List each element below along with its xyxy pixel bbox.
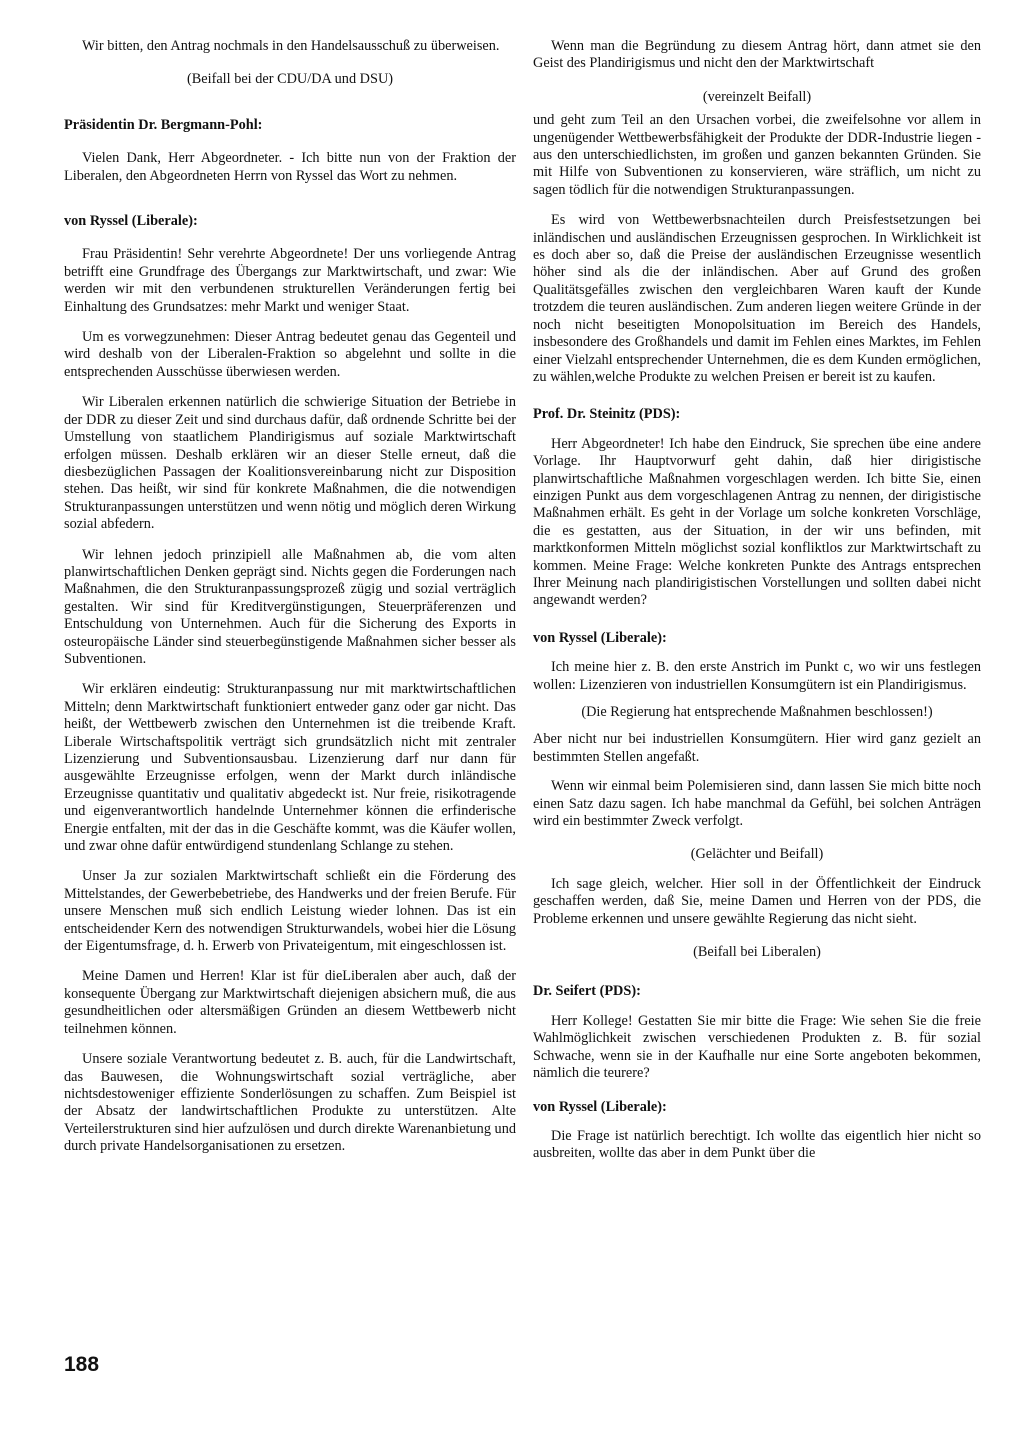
paragraph: Wir lehnen jedoch prinzipiell alle Maßnahmen ab, die vom alten planwirtschaftlichen Denken geprägt sind. Nichts gegen die Forderungen nach Maßnahmen, die den Strukturanpassungsprozeß zügig und sozial verträglich gestalten. Wir sind für Kreditvergünstigungen, Steuerpräferenzen und Entschuldung von Unternehmen. Auch für die Sicherung des Exports in osteuropäische Länder sind steuerbegünstigende Maßnahmen sicher besser als Subventionen. bbox=[64, 546, 516, 667]
speaker-name: Prof. Dr. Steinitz (PDS): bbox=[533, 406, 681, 423]
stage-direction: (Gelächter und Beifall) bbox=[690, 846, 824, 863]
paragraph: Frau Präsidentin! Sehr verehrte Abgeordnete! Der uns vorliegende Antrag betrifft eine Grundfrage des Übergangs zur Marktwirtschaft, und zwar: Wie werden wir mit den verbundenen strukturellen Veränderungen fertig bei Einhaltung des Grundsatzes: mehr Markt und weniger Staat. bbox=[64, 246, 516, 315]
paragraph: Meine Damen und Herren! Klar ist für dieLiberalen aber auch, daß der konsequente Übergang zur Marktwirtschaft diejenigen absichern muß, die aus gesundheitlichen oder altersmäßigen Gründen an diesem Wettbewerb nicht teilnehmen können. bbox=[64, 968, 516, 1037]
paragraph: Um es vorwegzunehmen: Dieser Antrag bedeutet genau das Gegenteil und wird deshalb von der Liberalen-Fraktion so abgelehnt und sollte in die entsprechenden Ausschüsse überwiesen werden. bbox=[64, 329, 516, 380]
paragraph: Wir Liberalen erkennen natürlich die schwierige Situation der Betriebe in der DDR zu dieser Zeit und sind durchaus dafür, daß ordnende Schritte bei der Umstellung von staatlichem Plandirigismus auf soziale Marktwirtschaft erfolgen müssen. Deshalb erklären wir an dieser Stelle erneut, daß die diesbezüglichen Passagen der Koalitionsvereinbarung nicht zur Disposition stehen. Das heißt, wir sind für konkrete Maßnahmen, die die notwendigen Strukturanpassungen unterstützen und wenn nötig und möglich deren Wirkung sozial abfedern. bbox=[64, 394, 516, 533]
speaker-name: Dr. Seifert (PDS): bbox=[533, 983, 641, 1000]
speaker-heading bbox=[64, 213, 516, 230]
stage-direction: (vereinzelt Beifall) bbox=[702, 88, 812, 105]
speaker-heading bbox=[533, 406, 981, 423]
speaker-name: von Ryssel (Liberale): bbox=[64, 213, 198, 230]
paragraph: Ich sage gleich, welcher. Hier soll in der Öffentlichkeit der Eindruck geschaffen werden, daß Sie, meine Damen und Herren von der PDS, die Probleme erkennen und unsere gewählte Regierung das nicht sieht. bbox=[533, 875, 981, 927]
stage-direction: (Beifall bei Liberalen) bbox=[693, 944, 821, 961]
page-number: 188 bbox=[64, 1353, 100, 1376]
right-column bbox=[533, 38, 981, 1163]
paragraph: Herr Kollege! Gestatten Sie mir bitte die Frage: Wie sehen Sie die freie Wahlmöglichkeit zwischen verschiedenen Produkten z. B. für sozial Schwache, wenn sie in der Kaufhalle nur eine Sorte angeboten bekommen, nämlich die teurere? bbox=[533, 1012, 981, 1082]
paragraph: Wir erklären eindeutig: Strukturanpassung nur mit marktwirtschaftlichen Mitteln; denn Marktwirtschaft funktioniert entweder ganz oder gar nicht. Das heißt, der Wettbewerb zwischen den Unternehmen ist die treibende Kraft. Liberale Wirtschaftspolitik verträgt sich grundsätzlich nicht mit zentraler Lizenzierung und Subventionsausbau. Lizenzierung darf nur dann für ausgewählte Erzeugnisse erfolgen, wenn der Markt durch inländische Erzeugnisse quantitativ und qualitativ abgedeckt ist. Nur freie, risikotragende und eigenverantwortlich handelnde Unternehmer können die erfinderische Energie entfalten, mit der das in die Geschäfte kommt, was die Käufer wollen, und zwar ohne dafür entwürdigend stundenlang Schlange zu stehen. bbox=[64, 681, 516, 855]
speaker-heading bbox=[533, 983, 981, 1000]
paragraph: Aber nicht nur bei industriellen Konsumgütern. Hier wird ganz gezielt an bestimmten Stellen angefaßt. bbox=[533, 731, 981, 765]
paragraph: Unsere soziale Verantwortung bedeutet z. B. auch, für die Landwirtschaft, das Bauwesen, die Wohnungswirtschaft sozial verträgliche, aber nichtsdestoweniger effiziente Sonderlösungen zu schaffen. Zum Beispiel ist der Absatz der landwirtschaftlichen Produkte zu unterstützen. Alte Verteilerstrukturen sind hier aufzulösen und durch direkte Warenanbietung und durch private Handelsorganisationen zu ersetzen. bbox=[64, 1051, 516, 1155]
stage-direction: (Die Regierung hat entsprechende Maßnahmen beschlossen!) bbox=[581, 704, 933, 720]
paragraph: Unser Ja zur sozialen Marktwirtschaft schließt ein die Förderung des Mittelstandes, der Gewerbebetriebe, des Handwerks und der freien Berufe. Für unsere Menschen muß sich endlich Leistung wieder lohnen. Das ist ein entscheidender Kern des notwendigen Strukturwandels, wobei hier die Lösung der Eigentumsfrage, d. h. Erwerb von Privateigentum, mit eingeschlossen ist. bbox=[64, 868, 516, 955]
paragraph: Ich meine hier z. B. den erste Anstrich im Punkt c, wo wir uns festlegen wollen: Lizenzieren von industriellen Konsumgütern ist ein Plandirigismus. bbox=[533, 659, 981, 693]
speaker-heading bbox=[64, 117, 516, 134]
paragraph: Vielen Dank, Herr Abgeordneter. - Ich bitte nun von der Fraktion der Liberalen, den Abgeordneten Herrn von Ryssel das Wort zu nehmen. bbox=[64, 150, 516, 184]
speaker-name: von Ryssel (Liberale): bbox=[533, 629, 667, 646]
speaker-heading bbox=[533, 630, 981, 647]
left-column bbox=[64, 38, 516, 1156]
speaker-heading bbox=[533, 1099, 981, 1116]
paragraph: und geht zum Teil an den Ursachen vorbei, die zweifelsohne vor allem in ungenügender Wettbewerbsfähigkeit der Produkte der DDR-Industrie liegen - aus den unterschiedlichsten, im großen und ganzen bekannten Gründen. Sie mit Hilfe von Subventionen zu konservieren, wäre sträflich, um nicht zu sagen tödlich für die notwendigen Strukturanpassungen. bbox=[533, 112, 981, 198]
paragraph: Herr Abgeordneter! Ich habe den Eindruck, Sie sprechen übe eine andere Vorlage. Ihr Hauptvorwurf geht dahin, daß hier dirigistische planwirtschaftliche Maßnahmen vorgeschlagen werden. Ich bitte Sie, einen einzigen Punkt aus dem vorgeschlagenen Antrag zu nennen, der dirigistische Maßnahmen erhält. Es geht in der Vorlage um solche konkreten Vorschläge, die es gestatten, aus der Situation, in der wir uns befinden, mit marktkonformen Mitteln möglichst sozial konfliktlos zur Marktwirtschaft zu kommen. Meine Frage: Welche konkreten Punkte des Antrags entsprechen Ihrer Meinung nach plandirigistischen Vorstellungen und sollten dabei nicht angewandt werden? bbox=[533, 435, 981, 609]
paragraph: Es wird von Wettbewerbsnachteilen durch Preisfestsetzungen bei inländischen und ausländischen Erzeugnissen gesprochen. In Wirklichkeit ist es doch aber so, daß die Preise der ausländischen Erzeugnisse wesentlich höher sind als die der inländischen. Aber auf Grund des großen Qualitätsgefälles zwischen den vergleichbaren Waren kauft der Kunde trotzdem die teuren ausländischen. Zum anderen liegen weitere Gründe in der noch nicht beseitigten Monopolsituation im Bereich des Handels, insbesondere des Großhandels und damit im Fehlen eines Marktes, im Fehlen einer Vielzahl entsprechender Unternehmen, die es dem Kunden ermöglichen, zu wählen,welche Produkte zu welchen Preisen er bereit ist zu kaufen. bbox=[533, 212, 981, 385]
paragraph: Wenn wir einmal beim Polemisieren sind, dann lassen Sie mich bitte noch einen Satz dazu sagen. Ich habe manchmal da Gefühl, bei solchen Anträgen wird ein bestimmter Zweck verfolgt. bbox=[533, 778, 981, 830]
paragraph: Wir bitten, den Antrag nochmals in den Handelsausschuß zu überweisen. bbox=[82, 38, 500, 54]
paragraph: Wenn man die Begründung zu diesem Antrag hört, dann atmet sie den Geist des Plandirigismus und nicht den der Marktwirtschaft bbox=[533, 38, 981, 72]
speaker-name: von Ryssel (Liberale): bbox=[533, 1098, 667, 1115]
stage-direction: (Beifall bei der CDU/DA und DSU) bbox=[186, 71, 394, 88]
speaker-name: Präsidentin Dr. Bergmann-Pohl: bbox=[64, 116, 263, 133]
paragraph: Die Frage ist natürlich berechtigt. Ich wollte das eigentlich hier nicht so ausbreiten, wollte das aber in dem Punkt über die bbox=[533, 1127, 981, 1162]
